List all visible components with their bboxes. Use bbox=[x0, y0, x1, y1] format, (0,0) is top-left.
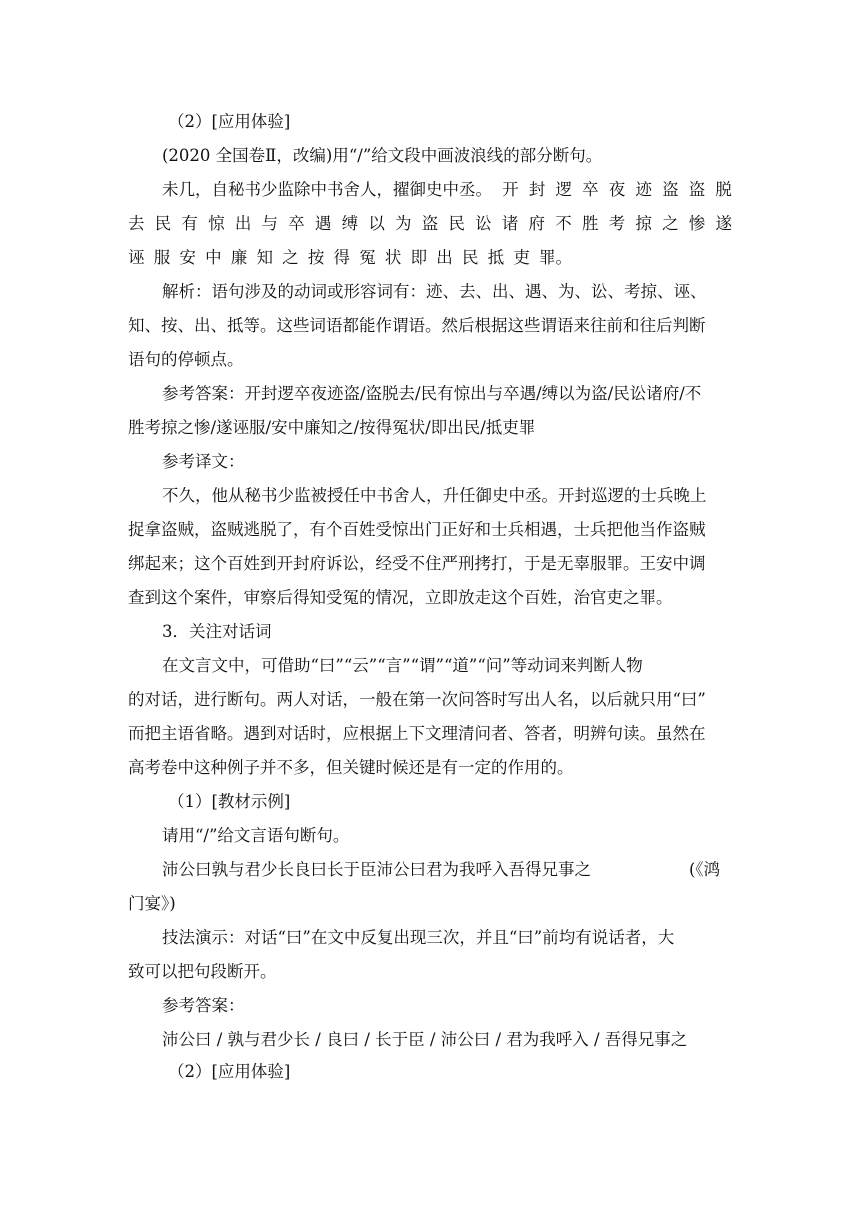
passage-char: 即 bbox=[410, 248, 428, 267]
passage-char: 遇 bbox=[314, 214, 332, 233]
passage-char: 知 bbox=[256, 248, 273, 267]
intro-line-1: 在文言文中，可借助“曰”“云”“言”“谓”“道”“问”等动词来判断人物 bbox=[162, 656, 643, 675]
example-source: (《鸿 bbox=[689, 860, 721, 879]
passage-char: 之 bbox=[662, 214, 679, 233]
passage-char: 卒 bbox=[582, 180, 599, 199]
analysis-line-3: 语句的停顿点。 bbox=[128, 350, 244, 369]
passage-char: 与 bbox=[261, 214, 279, 233]
passage-char: 冤 bbox=[359, 248, 376, 267]
passage-char: 安 bbox=[179, 248, 196, 267]
passage-line-2 bbox=[128, 213, 732, 235]
section-heading-application-2: （2）[应用体验] bbox=[168, 1062, 291, 1081]
passage-line-1 bbox=[162, 179, 732, 201]
passage-char: 吏 bbox=[513, 248, 530, 267]
passage-char: 开 bbox=[502, 180, 519, 199]
passage-char: 之 bbox=[282, 248, 299, 267]
section-heading-application: （2）[应用体验] bbox=[168, 112, 291, 131]
passage-char: 胜 bbox=[581, 214, 599, 233]
passage-char: 出 bbox=[234, 214, 252, 233]
example-answer: 沛公曰 / 孰与君少长 / 良曰 / 长于臣 / 沛公曰 / 君为我呼入 / 吾得兄事之 bbox=[162, 1030, 688, 1049]
passage-char: 罪。 bbox=[539, 248, 572, 267]
intro-line-2: 的对话，进行断句。两人对话，一般在第一次问答时写出人名，以后就只用“曰” bbox=[128, 690, 706, 709]
passage-char: 诸 bbox=[501, 214, 519, 233]
passage-char: 出 bbox=[436, 248, 453, 267]
technique-line-2: 致可以把句段断开。 bbox=[128, 962, 277, 981]
passage-char: 民 bbox=[154, 214, 172, 233]
passage-char: 惊 bbox=[208, 214, 225, 233]
passage-char: 服 bbox=[153, 248, 171, 267]
passage-char: 得 bbox=[333, 248, 350, 267]
translation-line-1: 不久，他从秘书少监被授任中书舍人，升任御史中丞。开封巡逻的士兵晚上 bbox=[162, 486, 707, 505]
passage-char: 夜 bbox=[608, 180, 626, 199]
passage-char: 为 bbox=[395, 214, 412, 233]
passage-char: 民 bbox=[461, 248, 479, 267]
passage-char: 考 bbox=[608, 214, 626, 233]
passage-char: 按 bbox=[307, 248, 325, 267]
passage-char: 盗 bbox=[662, 180, 679, 199]
passage-char: 遂 bbox=[715, 214, 732, 233]
answer-line-1: 参考答案：开封逻卒夜迹盗/盗脱去/民有惊出与卒遇/缚以为盗/民讼诸府/不 bbox=[162, 384, 702, 403]
passage-char: 缚 bbox=[341, 214, 359, 233]
section-heading-textbook-example: （1）[教材示例] bbox=[168, 792, 291, 811]
passage-char: 迹 bbox=[635, 180, 652, 199]
intro-line-4: 高考卷中这种例子并不多，但关键时候还是有一定的作用的。 bbox=[128, 758, 574, 777]
passage-char: 抵 bbox=[487, 248, 505, 267]
passage-char: 逻 bbox=[555, 180, 572, 199]
passage-char: 盗 bbox=[688, 180, 706, 199]
passage-char: 封 bbox=[528, 180, 546, 199]
example-instruction: 请用“/”给文言语句断句。 bbox=[162, 826, 350, 845]
intro-line-3: 而把主语省略。遇到对话时，应根据上下文理清问者、答者，明辨句读。虽然在 bbox=[128, 724, 706, 743]
technique-line-1: 技法演示：对话“曰”在文中反复出现三次，并且“曰”前均有说话者，大 bbox=[162, 928, 675, 947]
passage-line-3 bbox=[128, 247, 572, 269]
passage-char: 诬 bbox=[128, 248, 145, 267]
exercise-instruction: (2020 全国卷Ⅱ，改编)用“/”给文段中画波浪线的部分断句。 bbox=[162, 146, 603, 165]
analysis-line-1: 解析：语句涉及的动词或形容词有：迹、去、出、遇、为、讼、考掠、诬、 bbox=[162, 282, 707, 301]
passage-char: 以 bbox=[368, 214, 385, 233]
passage-char: 掠 bbox=[635, 214, 652, 233]
translation-label: 参考译文： bbox=[162, 452, 245, 471]
translation-line-3: 绑起来；这个百姓到开封府诉讼，经受不住严刑拷打，于是无辜服罪。王安中调 bbox=[128, 554, 706, 573]
passage-char: 中 bbox=[205, 248, 222, 267]
example-source-continued: 门宴》) bbox=[128, 894, 176, 913]
passage-char: 卒 bbox=[288, 214, 305, 233]
passage-char: 不 bbox=[555, 214, 572, 233]
passage-char: 惨 bbox=[688, 214, 706, 233]
passage-char: 廉 bbox=[230, 248, 248, 267]
example-sentence: 沛公曰孰与君少长良曰长于臣沛公曰君为我呼入吾得兄事之 bbox=[162, 860, 591, 879]
passage-char: 盗 bbox=[421, 214, 439, 233]
passage-char: 状 bbox=[384, 248, 402, 267]
passage-prefix: 未几，自秘书少监除中书舍人，擢御史中丞。 bbox=[162, 180, 492, 199]
passage-char: 有 bbox=[181, 214, 198, 233]
passage-char: 民 bbox=[448, 214, 465, 233]
passage-char: 去 bbox=[128, 214, 145, 233]
translation-line-4: 查到这个案件，审察后得知受冤的情况，立即放走这个百姓，治官吏之罪。 bbox=[128, 588, 673, 607]
passage-char: 讼 bbox=[475, 214, 492, 233]
section-heading-dialogue-words: 3．关注对话词 bbox=[162, 622, 272, 641]
answer-line-2: 胜考掠之惨/遂诬服/安中廉知之/按得冤状/即出民/抵吏罪 bbox=[128, 418, 536, 437]
passage-char: 府 bbox=[528, 214, 546, 233]
translation-line-2: 捉拿盗贼，盗贼逃脱了，有个百姓受惊出门正好和士兵相遇，士兵把他当作盗贼 bbox=[128, 520, 706, 539]
passage-char: 脱 bbox=[715, 180, 732, 199]
analysis-line-2: 知、按、出、抵等。这些词语都能作谓语。然后根据这些谓语来往前和往后判断 bbox=[128, 316, 706, 335]
document-page bbox=[128, 0, 732, 1216]
example-answer-label: 参考答案： bbox=[162, 996, 245, 1015]
